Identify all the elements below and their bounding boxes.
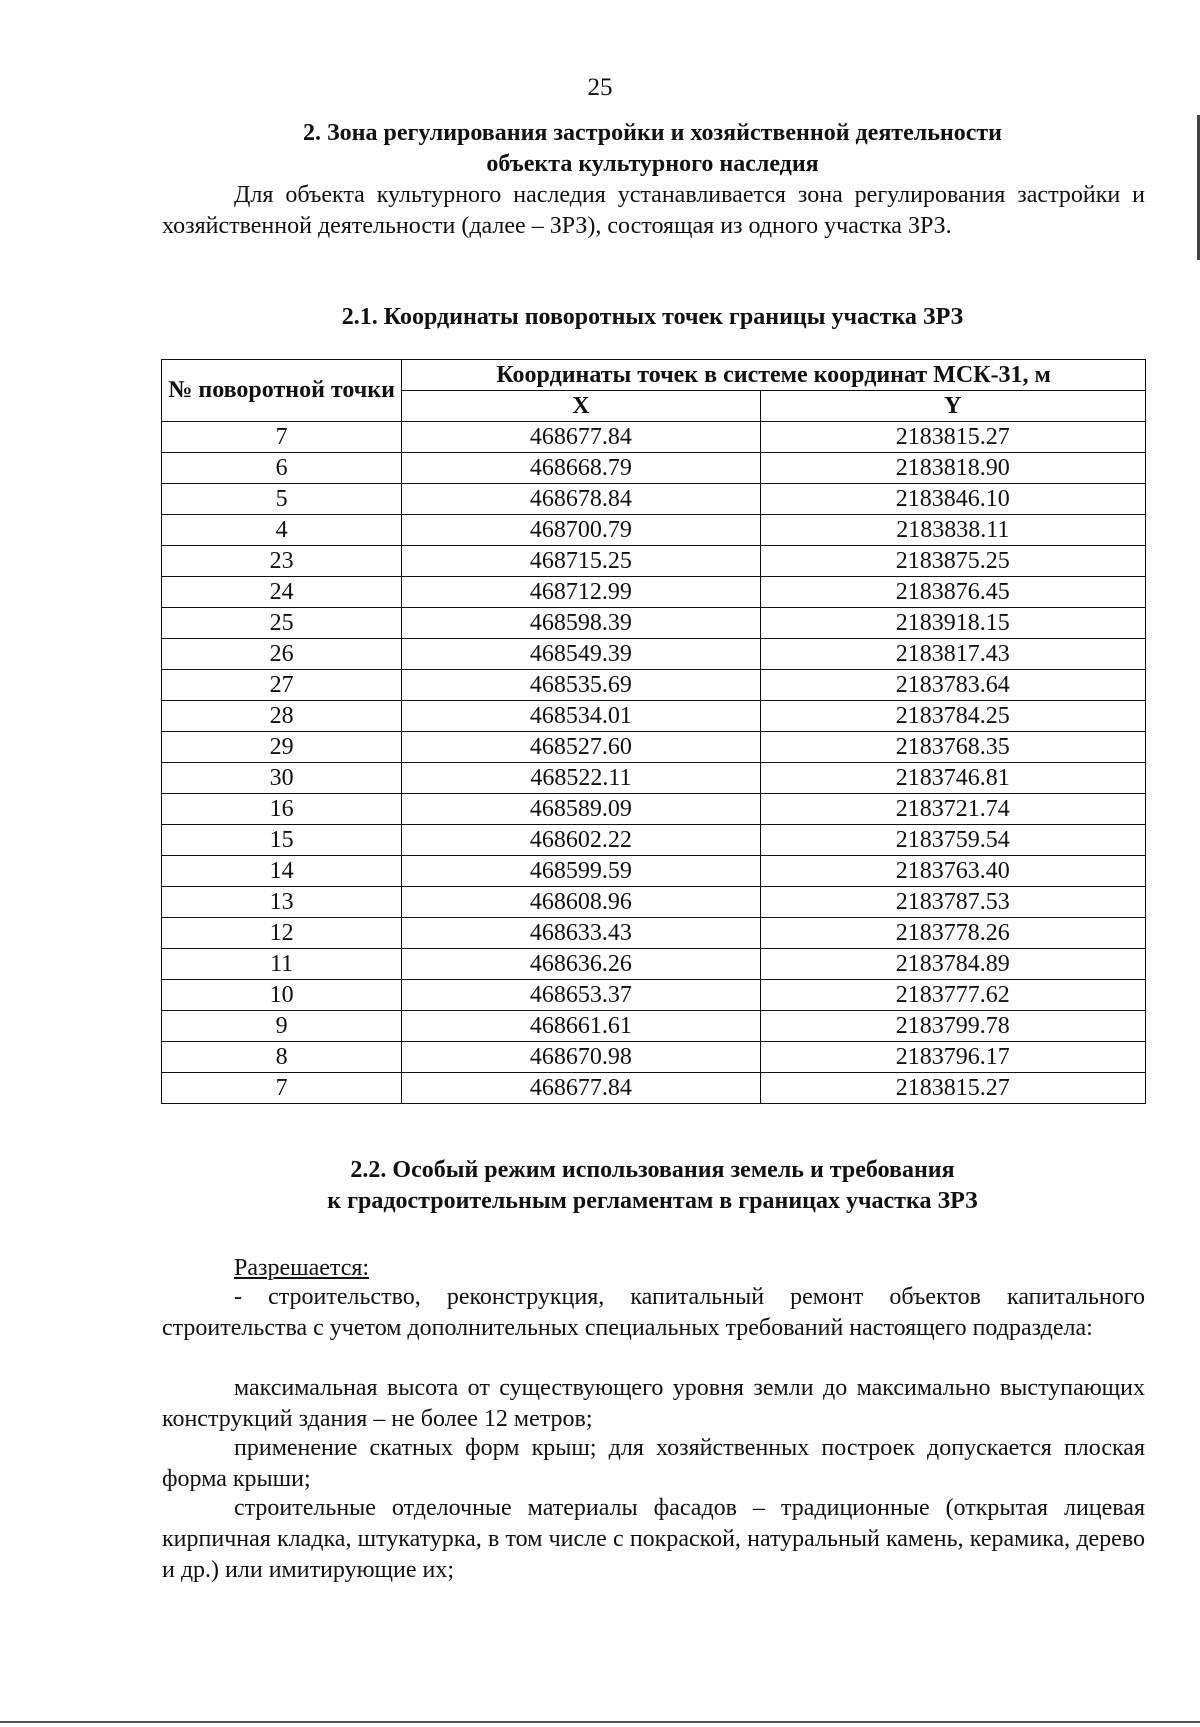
cell-point: 11 xyxy=(162,949,402,980)
table-row xyxy=(162,1011,1146,1042)
cell-x: 468535.69 xyxy=(402,670,760,701)
cell-y: 2183796.17 xyxy=(760,1042,1145,1073)
allowed-label: Разрешается: xyxy=(234,1255,370,1281)
table-row xyxy=(162,608,1146,639)
table-row xyxy=(162,918,1146,949)
allowed-item-max-height: максимальная высота от существующего уровня земли до максимально выступающих конструкций здания – не более 12 метров; xyxy=(162,1375,1145,1432)
allowed-item-roof-forms: применение скатных форм крыш; для хозяйственных построек допускается плоская форма крыши; xyxy=(162,1435,1145,1492)
allowed-item-construction: - строительство, реконструкция, капитальный ремонт объектов капитального строительства с учетом дополнительных специальных требований настоящего подраздела: xyxy=(162,1284,1145,1341)
table-row xyxy=(162,732,1146,763)
cell-x: 468668.79 xyxy=(402,453,760,484)
section-21-title: 2.1. Координаты поворотных точек границы участка ЗРЗ xyxy=(341,304,964,330)
cell-point: 10 xyxy=(162,980,402,1011)
table-body xyxy=(162,422,1146,1104)
cell-y: 2183784.25 xyxy=(760,701,1145,732)
cell-point: 14 xyxy=(162,856,402,887)
header-y: Y xyxy=(760,391,1145,422)
cell-x: 468589.09 xyxy=(402,794,760,825)
header-x: X xyxy=(402,391,760,422)
cell-y: 2183815.27 xyxy=(760,422,1145,453)
table-row xyxy=(162,639,1146,670)
allowed-label-wrap xyxy=(234,1253,634,1284)
table-row xyxy=(162,577,1146,608)
cell-y: 2183787.53 xyxy=(760,887,1145,918)
cell-point: 7 xyxy=(162,1073,402,1104)
cell-x: 468677.84 xyxy=(402,1073,760,1104)
cell-y: 2183746.81 xyxy=(760,763,1145,794)
cell-y: 2183876.45 xyxy=(760,577,1145,608)
table-row xyxy=(162,856,1146,887)
cell-x: 468549.39 xyxy=(402,639,760,670)
coordinates-table xyxy=(161,359,1146,1104)
table-row xyxy=(162,980,1146,1011)
table-row xyxy=(162,422,1146,453)
cell-y: 2183815.27 xyxy=(760,1073,1145,1104)
cell-x: 468608.96 xyxy=(402,887,760,918)
cell-x: 468715.25 xyxy=(402,546,760,577)
cell-x: 468677.84 xyxy=(402,422,760,453)
cell-x: 468633.43 xyxy=(402,918,760,949)
cell-x: 468670.98 xyxy=(402,1042,760,1073)
cell-point: 24 xyxy=(162,577,402,608)
table-row xyxy=(162,484,1146,515)
cell-y: 2183918.15 xyxy=(760,608,1145,639)
cell-y: 2183777.62 xyxy=(760,980,1145,1011)
cell-x: 468598.39 xyxy=(402,608,760,639)
table-row xyxy=(162,887,1146,918)
cell-y: 2183846.10 xyxy=(760,484,1145,515)
cell-x: 468661.61 xyxy=(402,1011,760,1042)
cell-x: 468522.11 xyxy=(402,763,760,794)
cell-x: 468527.60 xyxy=(402,732,760,763)
table-row xyxy=(162,825,1146,856)
table-row xyxy=(162,546,1146,577)
cell-point: 30 xyxy=(162,763,402,794)
cell-point: 13 xyxy=(162,887,402,918)
allowed-item-facade-materials: строительные отделочные материалы фасадов – традиционные (открытая лицевая кирпичная кладка, штукатурка, в том числе с покраской, натуральный камень, керамика, дерево и др.) или имитирующие их; xyxy=(162,1495,1145,1583)
table-row xyxy=(162,670,1146,701)
cell-x: 468599.59 xyxy=(402,856,760,887)
cell-point: 7 xyxy=(162,422,402,453)
cell-x: 468653.37 xyxy=(402,980,760,1011)
cell-y: 2183778.26 xyxy=(760,918,1145,949)
cell-x: 468678.84 xyxy=(402,484,760,515)
cell-y: 2183768.35 xyxy=(760,732,1145,763)
cell-point: 16 xyxy=(162,794,402,825)
header-coordinates: Координаты точек в системе координат МСК-31, м xyxy=(402,360,1146,391)
cell-point: 5 xyxy=(162,484,402,515)
cell-point: 12 xyxy=(162,918,402,949)
cell-x: 468700.79 xyxy=(402,515,760,546)
cell-point: 29 xyxy=(162,732,402,763)
table-row xyxy=(162,1042,1146,1073)
section-2-title-line1: 2. Зона регулирования застройки и хозяйственной деятельности xyxy=(302,120,1003,146)
cell-point: 28 xyxy=(162,701,402,732)
table-header-row xyxy=(162,360,1146,391)
table-row xyxy=(162,453,1146,484)
cell-y: 2183799.78 xyxy=(760,1011,1145,1042)
table-row xyxy=(162,763,1146,794)
table-row xyxy=(162,1073,1146,1104)
section-22-title-line2: к градостроительным регламентам в границах участка ЗРЗ xyxy=(327,1188,978,1214)
scan-bottom-line xyxy=(0,1721,1200,1723)
cell-point: 23 xyxy=(162,546,402,577)
cell-y: 2183759.54 xyxy=(760,825,1145,856)
table-row xyxy=(162,701,1146,732)
cell-y: 2183721.74 xyxy=(760,794,1145,825)
cell-y: 2183838.11 xyxy=(760,515,1145,546)
cell-y: 2183817.43 xyxy=(760,639,1145,670)
section-2-title xyxy=(160,118,1145,180)
table-row xyxy=(162,794,1146,825)
section-2-title-line2: объекта культурного наследия xyxy=(486,151,819,177)
cell-point: 8 xyxy=(162,1042,402,1073)
cell-x: 468534.01 xyxy=(402,701,760,732)
cell-point: 26 xyxy=(162,639,402,670)
cell-y: 2183784.89 xyxy=(760,949,1145,980)
section-22-title xyxy=(160,1155,1145,1217)
cell-point: 15 xyxy=(162,825,402,856)
cell-y: 2183818.90 xyxy=(760,453,1145,484)
cell-x: 468712.99 xyxy=(402,577,760,608)
page-number: 25 xyxy=(587,74,613,101)
cell-point: 27 xyxy=(162,670,402,701)
table-row xyxy=(162,515,1146,546)
cell-x: 468636.26 xyxy=(402,949,760,980)
cell-y: 2183783.64 xyxy=(760,670,1145,701)
cell-y: 2183875.25 xyxy=(760,546,1145,577)
cell-y: 2183763.40 xyxy=(760,856,1145,887)
cell-point: 25 xyxy=(162,608,402,639)
cell-point: 9 xyxy=(162,1011,402,1042)
header-point-number: № поворотной точки xyxy=(162,360,402,422)
table-row xyxy=(162,949,1146,980)
cell-x: 468602.22 xyxy=(402,825,760,856)
section-22-title-line1: 2.2. Особый режим использования земель и требования xyxy=(350,1157,955,1183)
section-2-intro: Для объекта культурного наследия устанавливается зона регулирования застройки и хозяйственной деятельности (далее – ЗРЗ), состоящая из одного участка ЗРЗ. xyxy=(162,182,1145,239)
cell-point: 6 xyxy=(162,453,402,484)
cell-point: 4 xyxy=(162,515,402,546)
